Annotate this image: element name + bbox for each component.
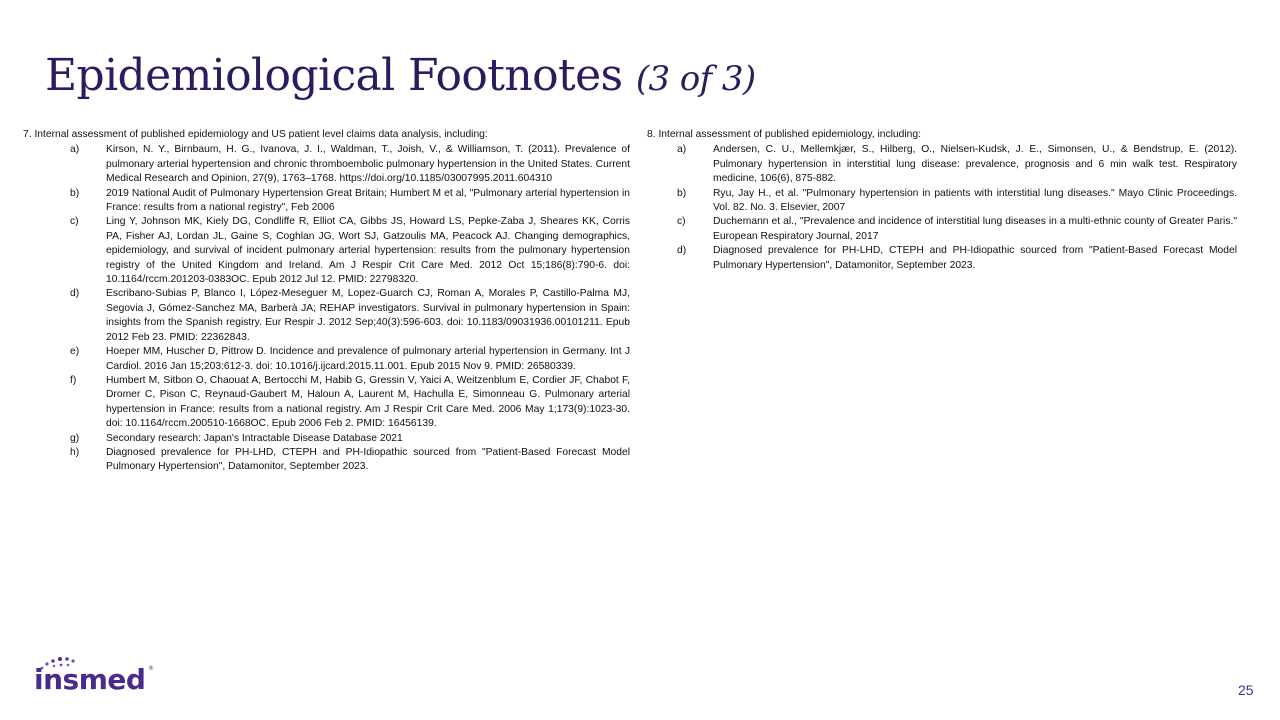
footnote-item: [647, 143, 1237, 186]
footnote-label: g): [70, 432, 80, 444]
footnote-label: e): [70, 346, 80, 358]
footnote-label: b): [677, 187, 687, 199]
footnote-label: b): [70, 187, 80, 199]
footnote-item: [23, 345, 630, 374]
footnote-item: [23, 187, 630, 216]
footnote-label: h): [70, 446, 80, 458]
title-subtitle: (3 of 3): [635, 59, 756, 99]
footnote-text: Ling Y, Johnson MK, Kiely DG, Condliffe R, Elliot CA, Gibbs JS, Howard LS, Pepke-Zaba J, Sheares KK, Corris PA, Fisher AJ, Lordan JL, Gaine S, Coghlan JG, Wort SJ, Gatzoulis MA, Peacock AJ. Changing demographics, epidemiology, and survival of incident pulmonary arterial hypertension: results from the pulmonary hypertension registry of the United Kingdom and Ireland. Am J Respir Crit Care Med. 2012 Oct 15;186(8):790-6. doi: 10.1164/rccm.201203-0383OC. Epub 2012 Jul 12. PMID: 22798320.: [106, 216, 630, 286]
footnote-label: d): [70, 288, 80, 300]
company-logo: [34, 655, 154, 700]
slide-title: [45, 50, 756, 101]
footnote-text: Kirson, N. Y., Birnbaum, H. G., Ivanova, J. I., Waldman, T., Joish, V., & Williamson, T. (2011). Prevalence of pulmonary arterial hypertension and chronic thromboembolic pulmonary hypertension in the United States. Current Medical Research and Opinion, 27(9), 1763–1768. https://doi.org/10.1185/03007995.2011.604310: [106, 144, 630, 185]
logo-wordmark: insmed: [34, 663, 146, 696]
logo-registered-mark: ®: [148, 665, 154, 672]
footnote-label: d): [677, 245, 687, 257]
footnote-label: f): [70, 374, 77, 386]
footnote-item: [23, 446, 630, 475]
footnote-column-right: [647, 128, 1237, 273]
footnote-text: Duchemann et al., "Prevalence and incidence of interstitial lung diseases in a multi-ethnic county of Greater Paris." European Respiratory Journal, 2017: [713, 216, 1237, 242]
footnote-column-left: [23, 128, 630, 475]
footnote-label: c): [70, 216, 79, 228]
footnote-text: Secondary research: Japan's Intractable Disease Database 2021: [106, 432, 403, 444]
footnote-label: c): [677, 216, 686, 228]
footnote-text: Hoeper MM, Huscher D, Pittrow D. Incidence and prevalence of pulmonary arterial hypertension in Germany. Int J Cardiol. 2016 Jan 15;203:612-3. doi: 10.1016/j.ijcard.2015.11.001. Epub 2015 Nov 9. PMID: 26580339.: [106, 346, 630, 372]
footnote-item: [647, 215, 1237, 244]
footnote-heading: 7. Internal assessment of published epidemiology and US patient level claims data analysis, including:: [23, 129, 488, 140]
footnote-text: Diagnosed prevalence for PH-LHD, CTEPH and PH-Idiopathic sourced from "Patient-Based Forecast Model Pulmonary Hypertension", Datamonitor, September 2023.: [106, 446, 630, 473]
footnote-item: [23, 143, 630, 186]
footnote-label: a): [677, 144, 687, 156]
footnote-text: Ryu, Jay H., et al. "Pulmonary hypertension in patients with interstitial lung diseases." Mayo Clinic Proceedings. Vol. 82. No. 3. Elsevier, 2007: [713, 187, 1237, 214]
footnote-label: a): [70, 144, 80, 156]
footnote-text: Humbert M, Sitbon O, Chaouat A, Bertocchi M, Habib G, Gressin V, Yaici A, Weitzenblum E, Cordier JF, Chabot F, Dromer C, Pison C, Reynaud-Gaubert M, Haloun A, Laurent M, Hachulla E, Simonneau G. Pulmonary arterial hypertension in France: results from a national registry. Am J Respir Crit Care Med. 2006 May 1;173(9):1023-30. doi: 10.1164/rccm.200510-1668OC. Epub 2006 Feb 2. PMID: 16456139.: [106, 374, 630, 430]
footnote-item: [23, 374, 630, 432]
footnote-item: [23, 215, 630, 287]
footnote-text: 2019 National Audit of Pulmonary Hypertension Great Britain; Humbert M et al, "Pulmonary arterial hypertension in France: results from a national registry", Feb 2006: [106, 187, 630, 214]
footnote-item: [23, 432, 630, 446]
page-number: 25: [1238, 682, 1254, 698]
footnote-item: [647, 187, 1237, 216]
footnote-text: Andersen, C. U., Mellemkjær, S., Hilberg, O., Nielsen-Kudsk, J. E., Simonsen, U., & Bendstrup, E. (2012). Pulmonary hypertension in interstitial lung disease: prevalence, prognosis and 6 min walk test. Respiratory medicine, 106(6), 875-882.: [713, 144, 1237, 185]
footnote-item: [647, 244, 1237, 273]
title-text: Epidemiological Footnotes: [45, 50, 623, 101]
footnote-text: Diagnosed prevalence for PH-LHD, CTEPH and PH-Idiopathic sourced from "Patient-Based Forecast Model Pulmonary Hypertension", Datamonitor, September 2023.: [713, 245, 1237, 271]
footnote-item: [23, 287, 630, 345]
footnote-heading: 8. Internal assessment of published epidemiology, including:: [647, 129, 921, 140]
footnote-text: Escribano-Subias P, Blanco I, López-Meseguer M, Lopez-Guarch CJ, Roman A, Morales P, Castillo-Palma MJ, Segovia J, Gómez-Sanchez MA, Barberà JA; REHAP investigators. Survival in pulmonary hypertension in Spain: insights from the Spanish registry. Eur Respir J. 2012 Sep;40(3):596-603. doi: 10.1183/09031936.00101211. Epub 2012 Feb 23. PMID: 22362843.: [106, 288, 630, 343]
